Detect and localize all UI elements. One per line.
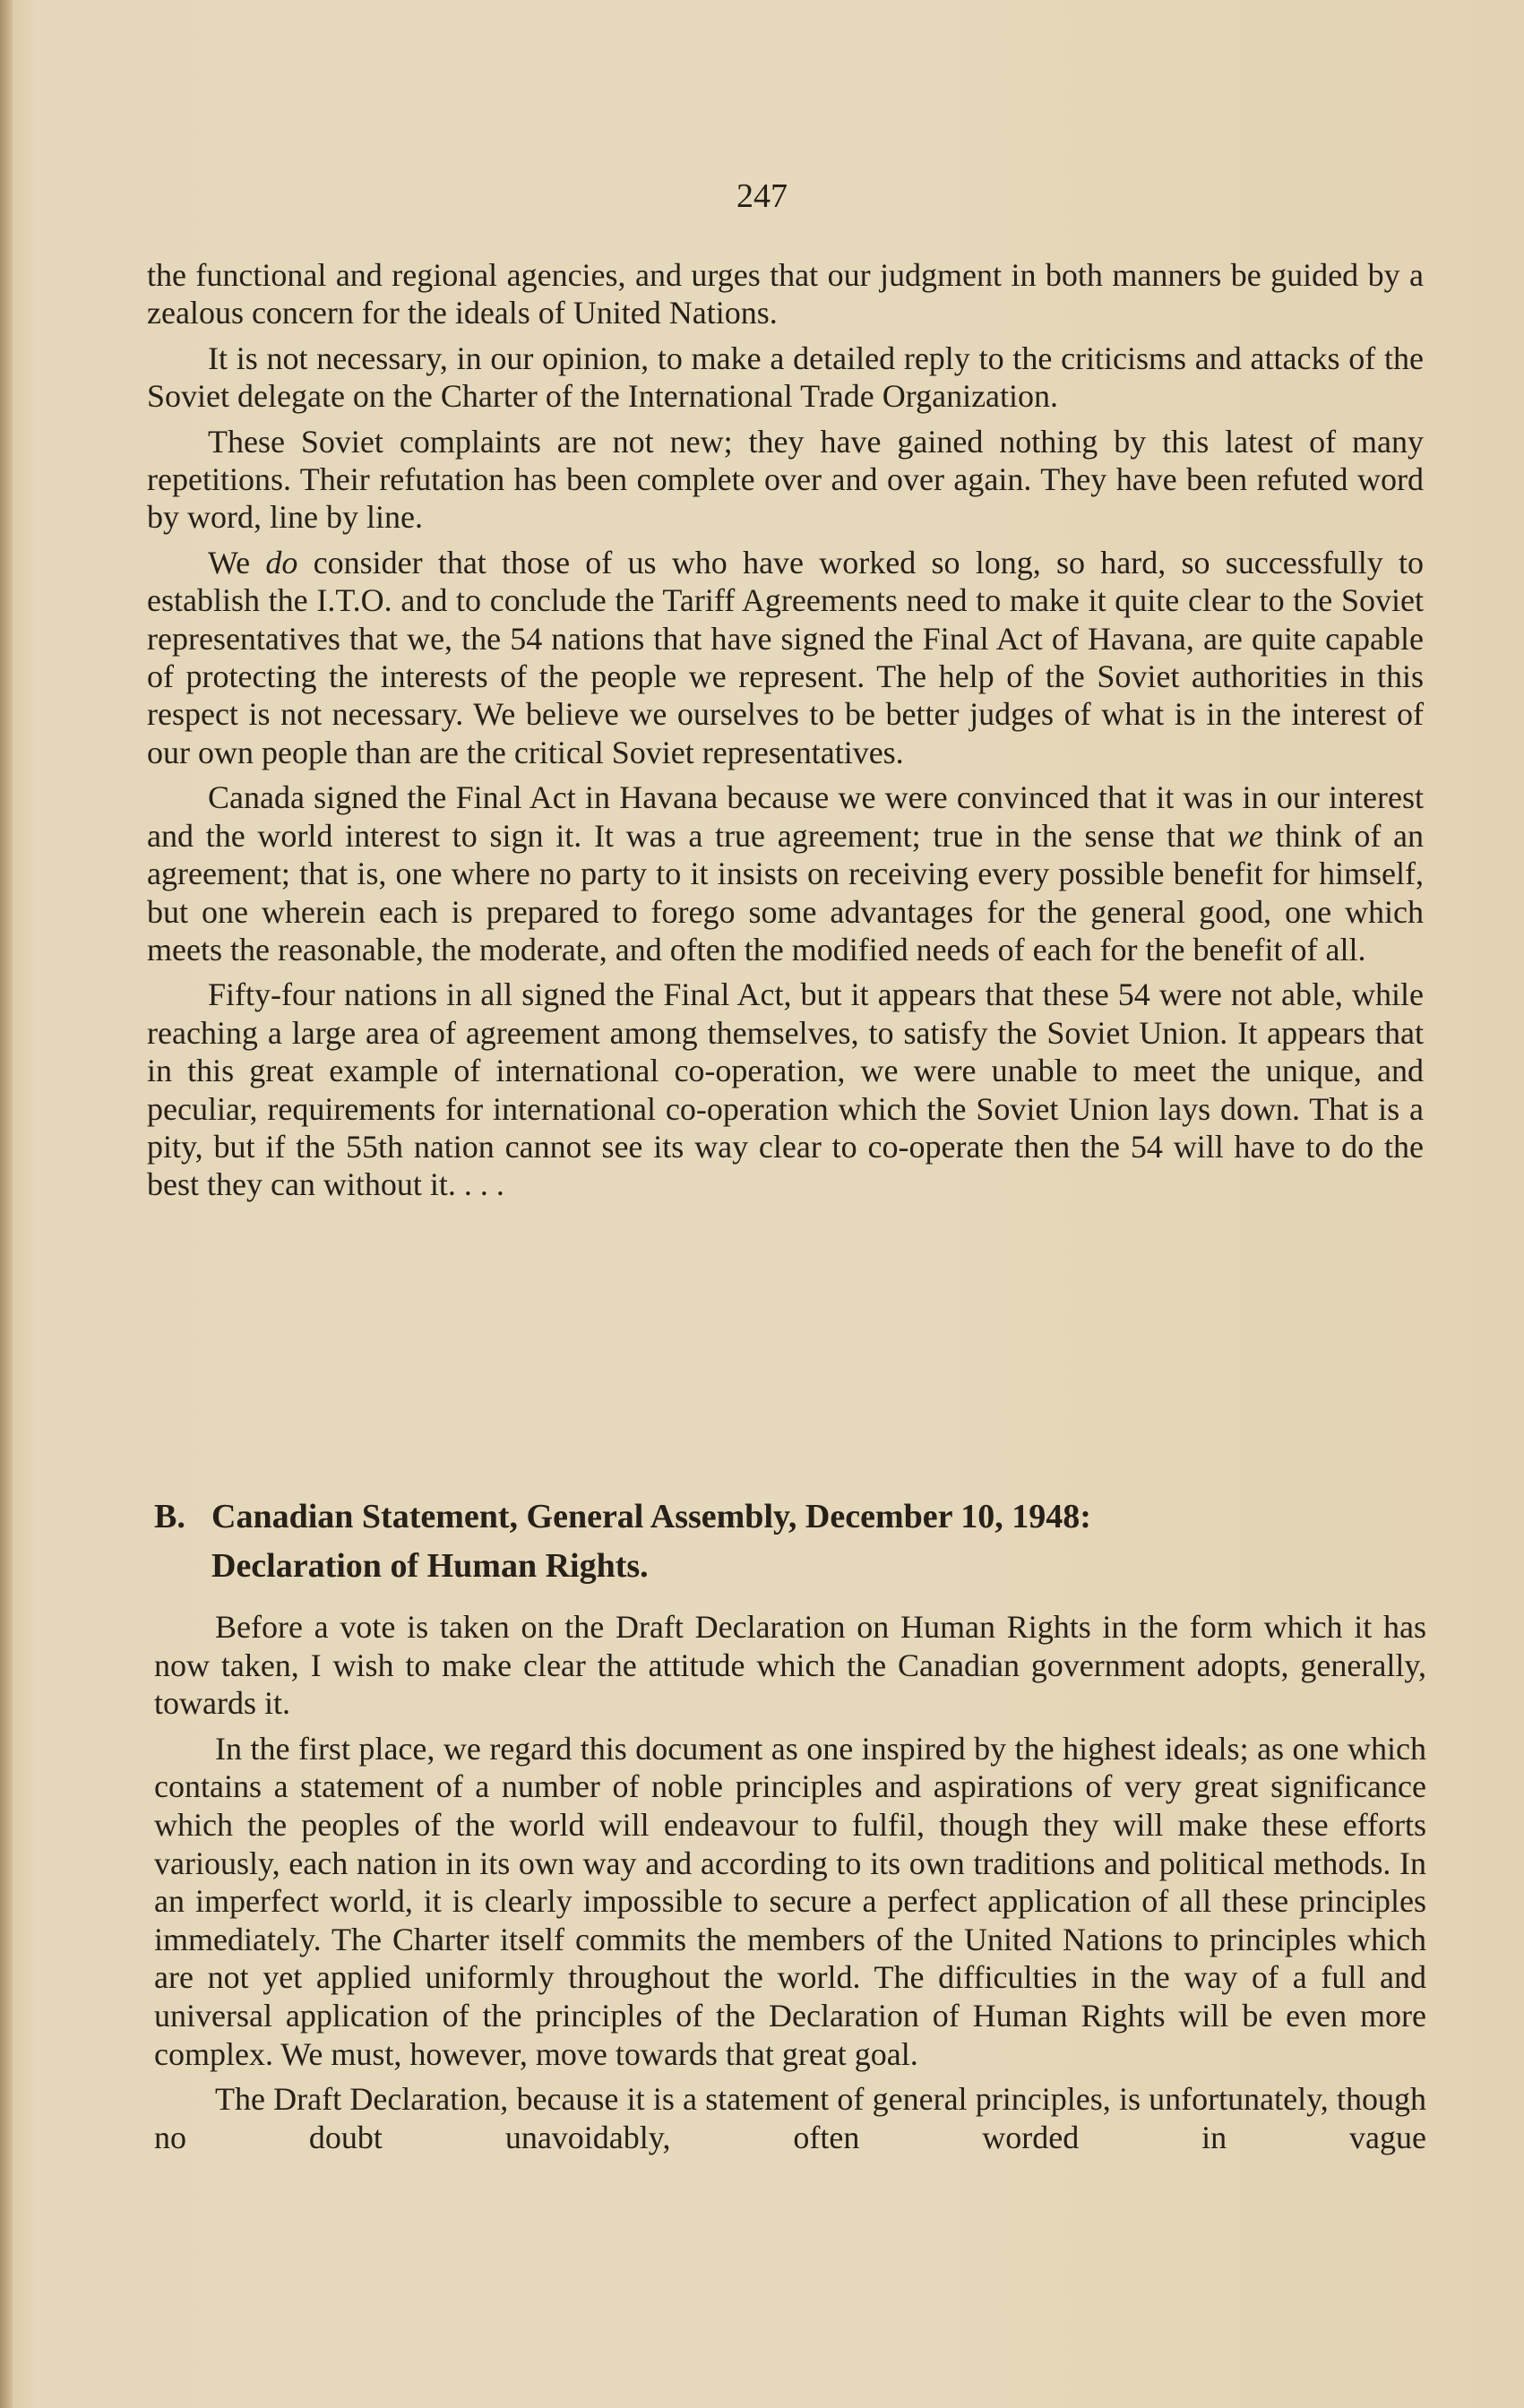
- paragraph-fifty-four-nations: Fifty-four nations in all signed the Final Act, but it appears that these 54 were not able, while reaching a large area of agreement among themselves, to satisfy the Soviet Union. It appears that in this great example of international co-operation, we were unable to meet the unique, and peculiar, requirements for international co-operation which the Soviet Union lays down. That is a pity, but if the 55th nation cannot see its way clear to co-operate then the 54 will have to do the best they can without it. . . .: [147, 976, 1424, 1203]
- paragraph-canada-signed: [147, 778, 1424, 968]
- section-title-line-1: Canadian Statement, General Assembly, December 10, 1948:: [211, 1498, 1091, 1535]
- emphasis-do: do: [265, 544, 298, 580]
- emphasis-we: we: [1227, 817, 1263, 854]
- section-text: [154, 1608, 1426, 2163]
- text-run: consider that those of us who have worked so long, so hard, so successfully to establish the I.T.O. and to conclude the Tariff Agreements need to make it quite clear to the Soviet representatives that we, the 54 nations that have signed the Final Act of Havana, are quite capable of protecting the interests of the people we represent. The help of the Soviet authorities in this respect is not necessary. We believe we ourselves to be better judges of what is in the interest of our own people than are the critical Soviet representatives.: [147, 544, 1425, 770]
- text-run: We: [208, 544, 266, 580]
- paragraph-soviet-complaints: These Soviet complaints are not new; they have gained nothing by this latest of many repetitions. Their refutation has been complete over and over again. They have been refuted word by word, line by line.: [147, 423, 1424, 536]
- text-run: Canada signed the Final Act in Havana because we were convinced that it was in our interest and the world interest to sign it. It was a true agreement; true in the sense that: [147, 779, 1424, 854]
- paragraph-first-place: In the first place, we regard this document as one inspired by the highest ideals; as one which contains a statement of a number of noble principles and aspirations of very great significance which the peoples of the world will endeavour to fulfil, though they will make these efforts variously, each nation in its own way and according to its own traditions and political methods. In an imperfect world, it is clearly impossible to secure a perfect application of all these principles immediately. The Charter itself commits the members of the United Nations to principles which are not yet applied uniformly throughout the world. The difficulties in the way of a full and universal application of the principles of the Declaration of Human Rights will be even more complex. We must, however, move towards that great goal.: [154, 1730, 1426, 2072]
- section-heading: [154, 1492, 1431, 1591]
- paragraph-ito-nations: [147, 544, 1424, 771]
- section-label: B.: [154, 1498, 185, 1535]
- page-number: 247: [736, 177, 788, 215]
- text-run: think of an agreement; that is, one where no party to it insists on receiving every possible benefit for himself, but one wherein each is prepared to forego some advantages for the general good, one which meets the reasonable, the moderate, and often the modified needs of each for the benefit of all.: [147, 817, 1424, 968]
- paragraph-draft-declaration: The Draft Declaration, because it is a statement of general principles, is unfortunately, though no doubt unavoidably, often worded in vague: [154, 2081, 1426, 2155]
- paragraph-charter-reply: It is not necessary, in our opinion, to make a detailed reply to the criticisms and attacks of the Soviet delegate on the Charter of the International Trade Organization.: [147, 340, 1424, 415]
- page-binding-edge: [0, 0, 13, 2408]
- section-title-line-2: Declaration of Human Rights.: [211, 1547, 649, 1585]
- body-text: [147, 256, 1424, 1211]
- paragraph-before-vote: Before a vote is taken on the Draft Declaration on Human Rights in the form which it has now taken, I wish to make clear the attitude which the Canadian government adopts, generally, towards it.: [154, 1609, 1426, 1722]
- paragraph-continued: the functional and regional agencies, and urges that our judgment in both manners be guided by a zealous concern for the ideals of United Nations.: [147, 257, 1424, 331]
